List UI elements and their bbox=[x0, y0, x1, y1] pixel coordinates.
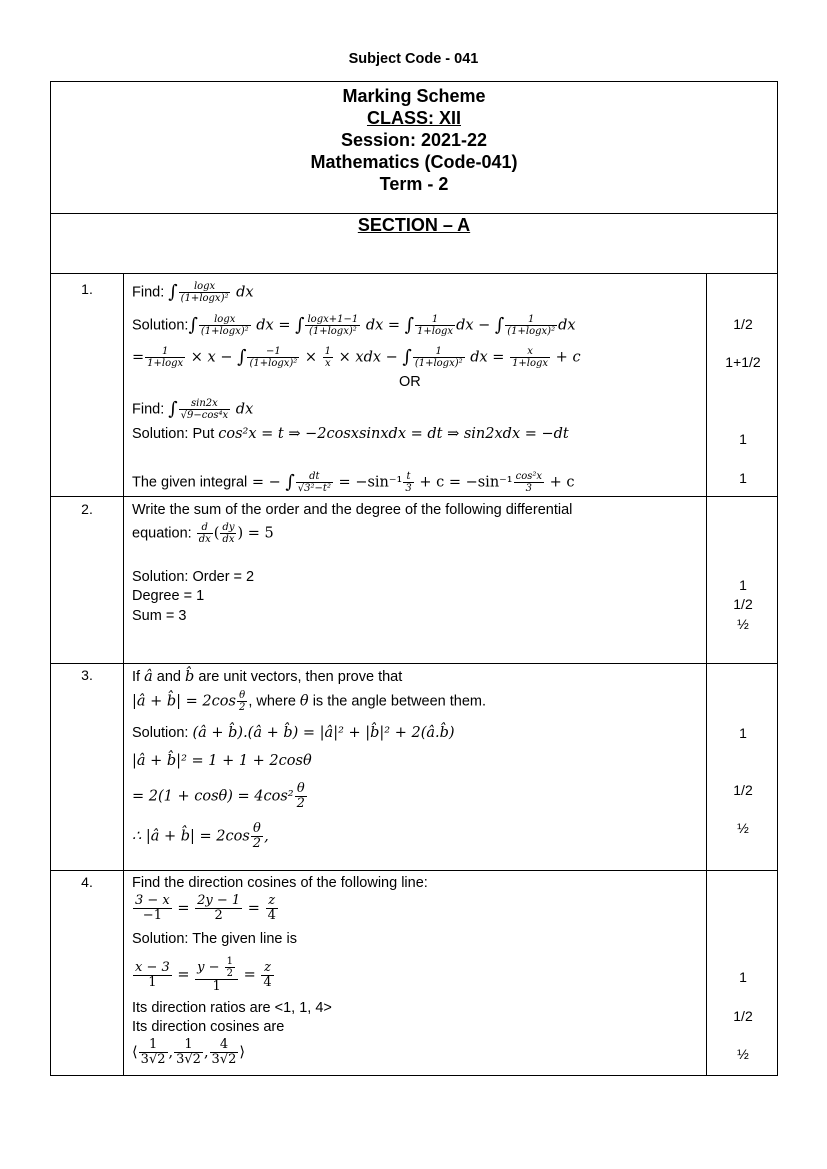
column-divider bbox=[706, 273, 707, 1075]
mark: 1 bbox=[739, 969, 747, 985]
subject-code: Subject Code - 041 bbox=[348, 51, 479, 67]
mark: 1+1/2 bbox=[725, 354, 761, 370]
q1-solution-step2: = $\frac{1}{1+\log x}$ × x − ∫ $\frac{-1}{\text{(1+logx)²}}$ × $\frac{1}{x}$ × xdx − ∫ $\frac{1}{\text{(1+logx)²}}$ dx = $\frac{x}{1+\log x}$ + c bbox=[132, 346, 581, 369]
q1-alt-question: Find: ∫ $\frac{\sin 2x}{\text{√9−cos⁴x}}$ dx bbox=[132, 398, 254, 421]
header-title: Marking Scheme bbox=[342, 86, 486, 106]
marking-scheme-table bbox=[50, 81, 778, 1076]
mark: ½ bbox=[737, 616, 749, 632]
mark: 1 bbox=[739, 577, 747, 593]
q4-direction-ratios: Its direction ratios are <1, 1, 4> bbox=[132, 1000, 332, 1016]
row-divider bbox=[51, 663, 777, 664]
q2-solution-sum: Sum = 3 bbox=[132, 608, 187, 624]
q2-question-line1: Write the sum of the order and the degree of the following differential bbox=[132, 502, 573, 518]
q3-question-line2: |â + b̂| = 2cos $\frac{\theta}{2}$ , where θ is the angle between them. bbox=[132, 690, 486, 713]
q3-solution-line4: ∴ |â + b̂| = 2cos $\frac{\theta}{2}$ , bbox=[132, 821, 269, 851]
q4-solution-equation: $\frac{x - 3}{1}$ = y − $\frac{1}{2}$ 1 = $\frac{z}{4}$ bbox=[135, 956, 272, 994]
mark: ½ bbox=[737, 1046, 749, 1062]
mark: 1/2 bbox=[733, 596, 753, 612]
divider bbox=[51, 213, 777, 214]
mark: 1/2 bbox=[733, 782, 753, 798]
q2-question-line2: equation: $\frac{d}{dx}$ ( $\frac{dy}{dx}$ ) = 5 bbox=[132, 522, 274, 545]
mark: 1 bbox=[739, 725, 747, 741]
q3-question-line1: If â and b̂ are unit vectors, then prove that bbox=[132, 669, 403, 685]
question-number: 2. bbox=[81, 501, 93, 517]
question-number: 3. bbox=[81, 667, 93, 683]
q1-alt-integral: The given integral = − ∫ $\frac{dt}{\text{√3²−t²}}$ = −sin⁻¹ $\frac{t}{3}$ + c = −sin⁻¹ $\frac{\text{cos²x}}{3}$ + c bbox=[132, 471, 575, 494]
header-session: Session: 2021-22 bbox=[340, 130, 488, 150]
row-divider bbox=[51, 496, 777, 497]
header-term: Term - 2 bbox=[379, 174, 449, 194]
mark: 1/2 bbox=[733, 1008, 753, 1024]
q1-alt-solution: Solution: Put cos²x = t ⇒ −2cosxsinxdx = dt ⇒ sin2xdx = −dt bbox=[132, 426, 569, 442]
mark: ½ bbox=[737, 820, 749, 836]
q3-solution-line1: Solution: (â + b̂).(â + b̂) = |â|² + |b̂|² + 2(â.b̂) bbox=[132, 725, 455, 741]
column-divider bbox=[123, 273, 124, 1075]
section-title: SECTION – A bbox=[357, 215, 471, 235]
mark: 1 bbox=[739, 431, 747, 447]
q2-solution-degree: Degree = 1 bbox=[132, 588, 205, 604]
q4-solution-label: Solution: The given line is bbox=[132, 931, 297, 947]
question-number: 1. bbox=[81, 281, 93, 297]
q1-question: Find: ∫ $\frac{\log x}{\text{(1+logx)²}}$ dx bbox=[132, 281, 254, 304]
row-divider bbox=[51, 870, 777, 871]
question-number: 4. bbox=[81, 874, 93, 890]
q4-line-equation: $\frac{3 - x}{-1}$ = $\frac{2y - 1}{2}$ = $\frac{z}{4}$ bbox=[135, 893, 276, 923]
header-class: CLASS: XII bbox=[366, 108, 461, 128]
q3-solution-line2: |â + b̂|² = 1 + 1 + 2cosθ bbox=[132, 753, 312, 769]
or-separator: OR bbox=[399, 374, 421, 390]
q4-question: Find the direction cosines of the following line: bbox=[132, 875, 428, 891]
mark: 1 bbox=[739, 470, 747, 486]
q4-direction-cosines-label: Its direction cosines are bbox=[132, 1019, 285, 1035]
q1-solution-step1: Solution:∫ $\frac{\log x}{\text{(1+logx)²}}$ dx = ∫ $\frac{\log x+1-1}{\text{(1+logx)²}}$ dx = ∫ $\frac{1}{1+\log x}$ dx − ∫ $\frac{1}{\text{(1+logx)²}}$ dx bbox=[132, 314, 576, 337]
header-subject: Mathematics (Code-041) bbox=[310, 152, 518, 172]
q4-direction-cosines: ⟨ $\frac{1}{3√2}$ , $\frac{1}{3√2}$ , $\frac{4}{3√2}$ ⟩ bbox=[132, 1037, 246, 1067]
divider bbox=[51, 273, 777, 274]
q2-solution-order: Solution: Order = 2 bbox=[132, 569, 255, 585]
q3-solution-line3: = 2(1 + cosθ) = 4cos² $\frac{\theta}{2}$ bbox=[132, 781, 305, 811]
mark: 1/2 bbox=[733, 316, 753, 332]
